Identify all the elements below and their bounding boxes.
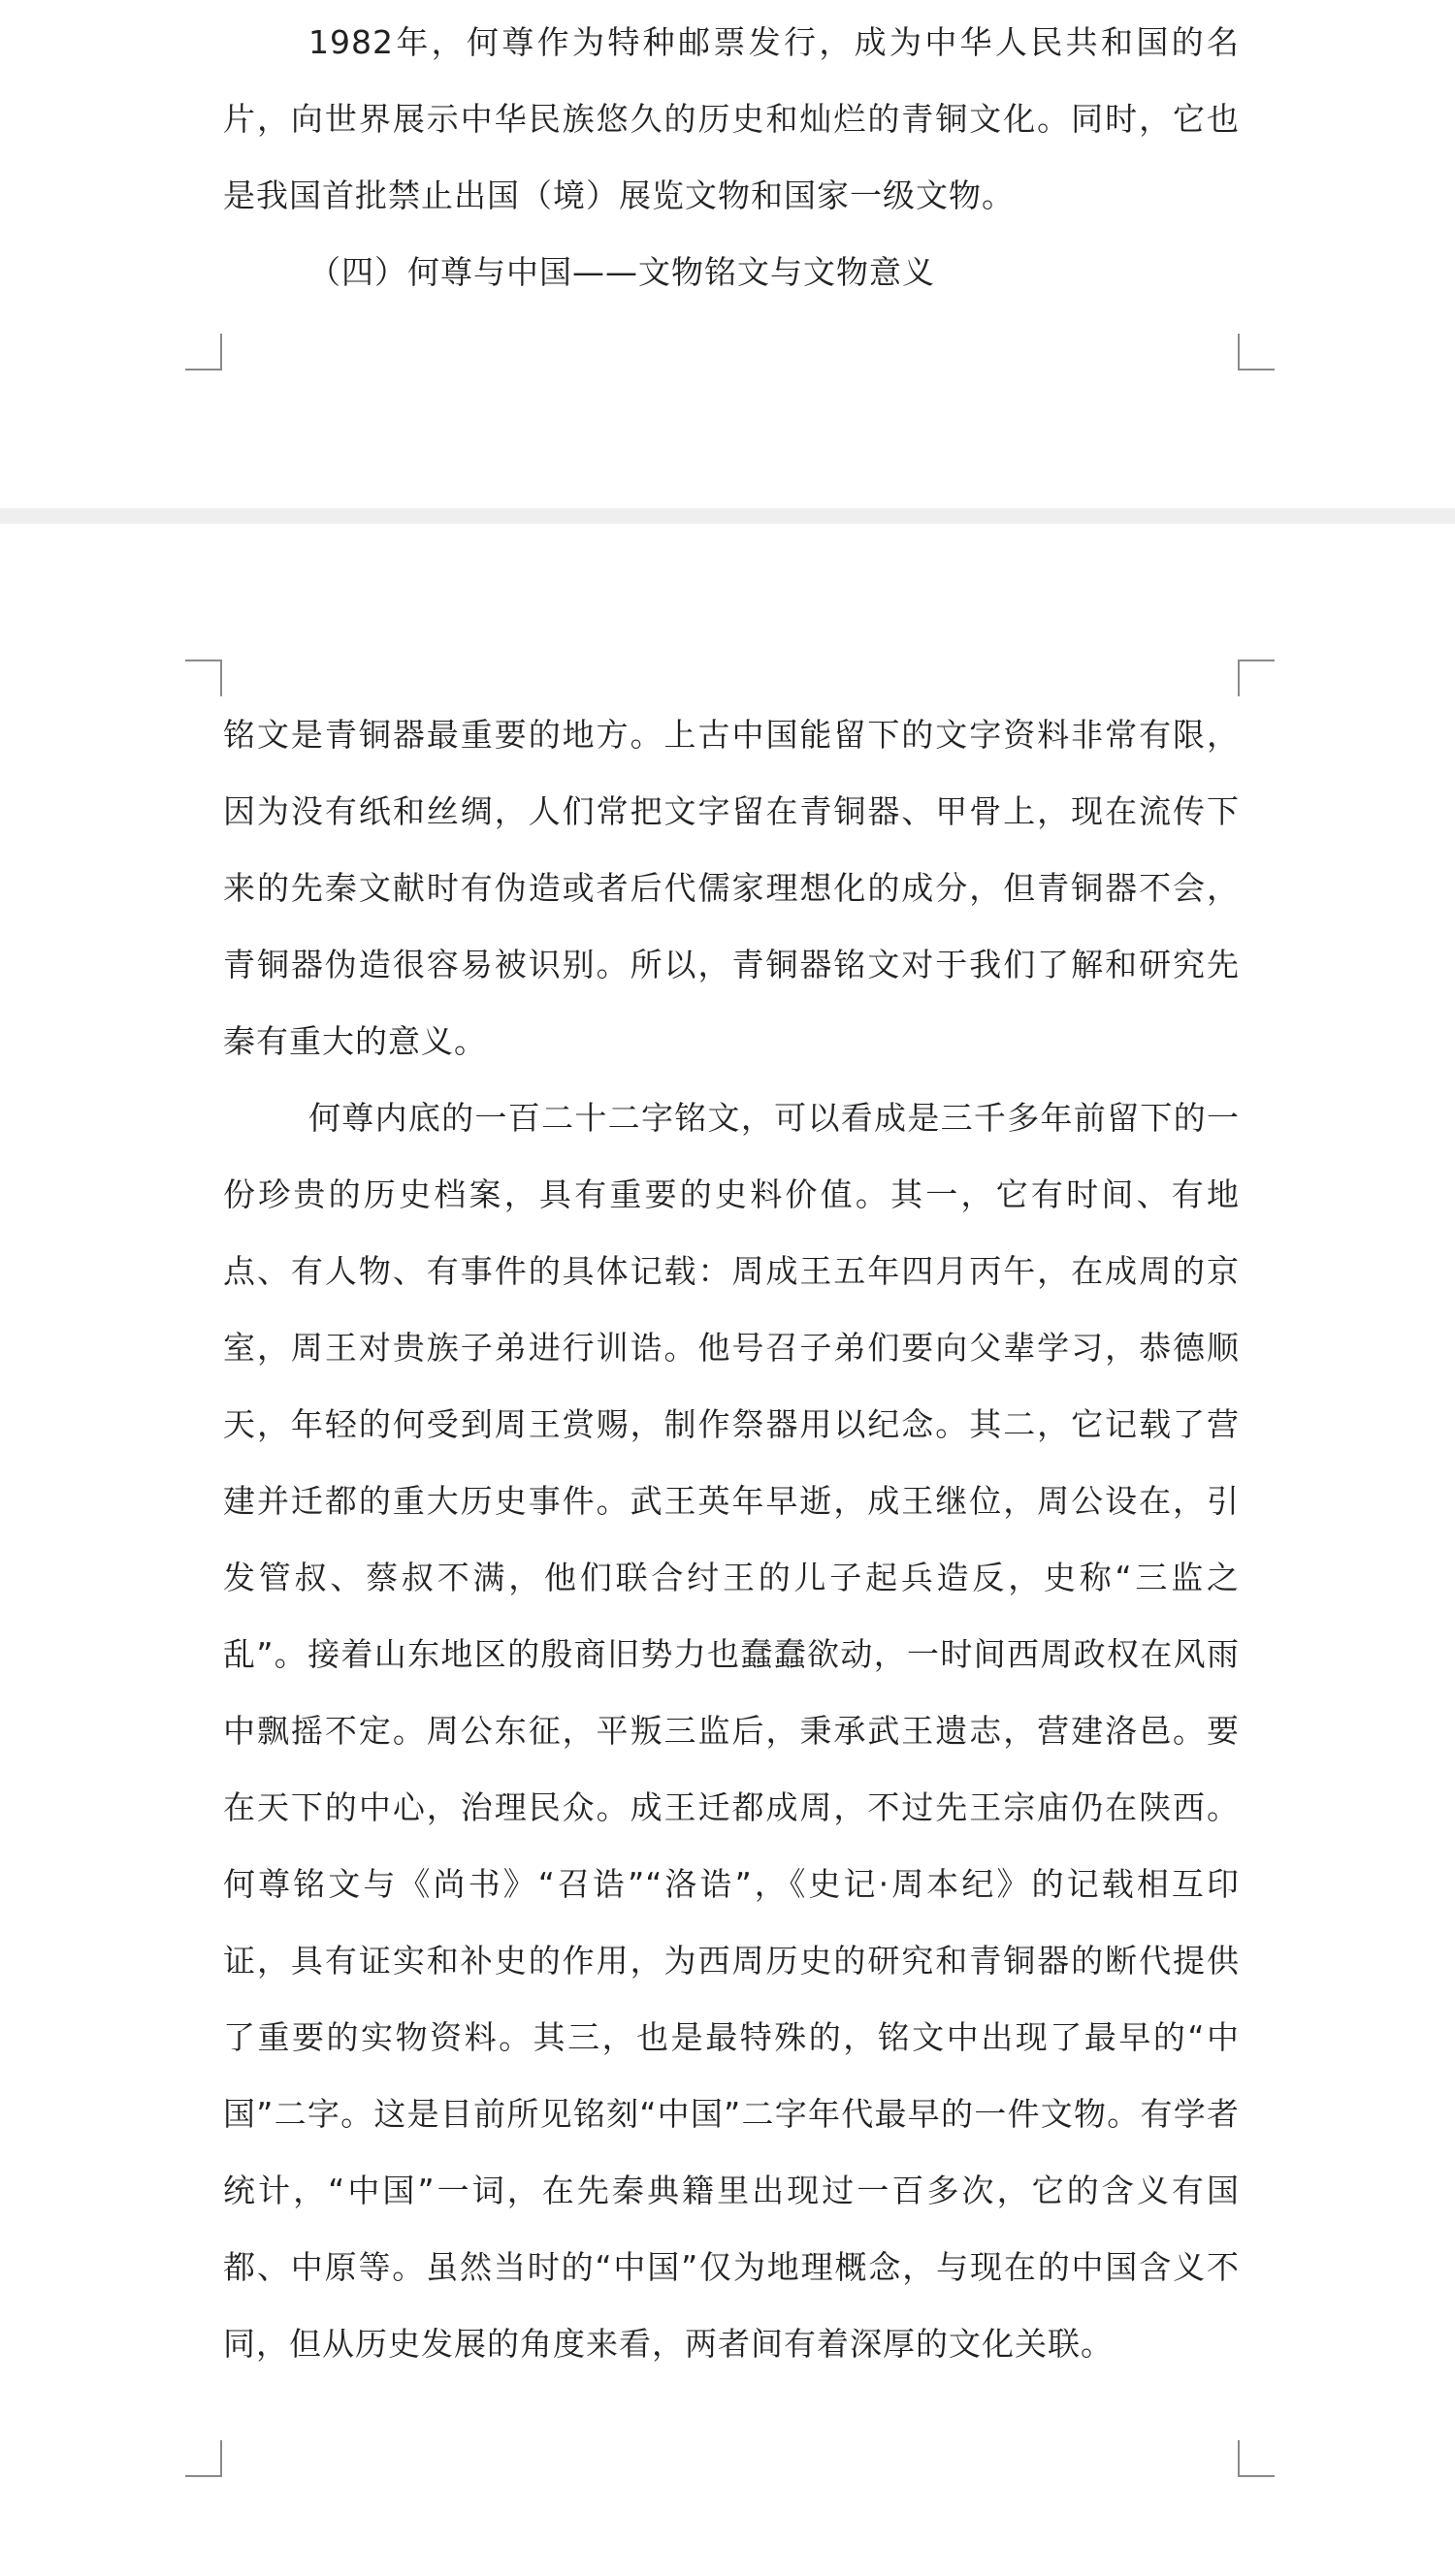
margin-corner-mark-bottom-right xyxy=(1238,334,1275,370)
section-heading: （四）何尊与中国——文物铭文与文物意义 xyxy=(308,253,935,291)
document-page-2 xyxy=(0,524,1455,2576)
margin-corner-mark-bottom-left-2 xyxy=(185,2440,222,2477)
margin-corner-mark-top-left xyxy=(185,660,222,696)
paragraph-stamp-issue: 1982年，何尊作为特种邮票发行，成为中华人民共和国的名片，向世界展示中华民族悠久的历史和灿烂的青铜文化。同时，它也是我国首批禁止出国（境）展览文物和国家一级文物。 xyxy=(223,23,1240,214)
margin-corner-mark-bottom-left xyxy=(185,334,222,370)
page-1-text-area xyxy=(223,4,1240,310)
margin-corner-mark-top-right xyxy=(1238,660,1275,696)
page-separator xyxy=(0,508,1455,524)
margin-corner-mark-bottom-right-2 xyxy=(1238,2440,1275,2477)
paragraph-inscription-importance: 铭文是青铜器最重要的地方。上古中国能留下的文字资料非常有限，因为没有纸和丝绸，人们常把文字留在青铜器、甲骨上，现在流传下来的先秦文献时有伪造或者后代儒家理想化的成分，但青铜器不会，青铜器伪造很容易被识别。所以，青铜器铭文对于我们了解和研究先秦有重大的意义。 xyxy=(223,716,1240,1060)
document-page-1 xyxy=(0,0,1455,508)
paragraph-inscription-value: 何尊内底的一百二十二字铭文，可以看成是三千多年前留下的一份珍贵的历史档案，具有重要的史料价值。其一，它有时间、有地点、有人物、有事件的具体记载：周成王五年四月丙午，在成周的京室，周王对贵族子弟进行训诰。他号召子弟们要向父辈学习，恭德顺天，年轻的何受到周王赏赐，制作祭器用以纪念。其二，它记载了营建并迁都的重大历史事件。武王英年早逝，成王继位，周公设在，引发管叔、蔡叔不满，他们联合纣王的儿子起兵造反，史称“三监之乱”。接着山东地区的殷商旧势力也蠢蠢欲动，一时间西周政权在风雨中飘摇不定。周公东征，平叛三监后，秉承武王遗志，营建洛邑。要在天下的中心，治理民众。成王迁都成周，不过先王宗庙仍在陕西。何尊铭文与《尚书》“召诰”“洛诰”，《史记·周本纪》的记载相互印证，具有证实和补史的作用，为西周历史的研究和青铜器的断代提供了重要的实物资料。其三，也是最特殊的，铭文中出现了最早的“中国”二字。这是目前所见铭刻“中国”二字年代最早的一件文物。有学者统计，“中国”一词，在先秦典籍里出现过一百多次，它的含义有国都、中原等。虽然当时的“中国”仅为地理概念，与现在的中国含义不同，但从历史发展的角度来看，两者间有着深厚的文化关联。 xyxy=(223,1099,1240,2363)
page-2-text-area xyxy=(223,696,1240,2382)
